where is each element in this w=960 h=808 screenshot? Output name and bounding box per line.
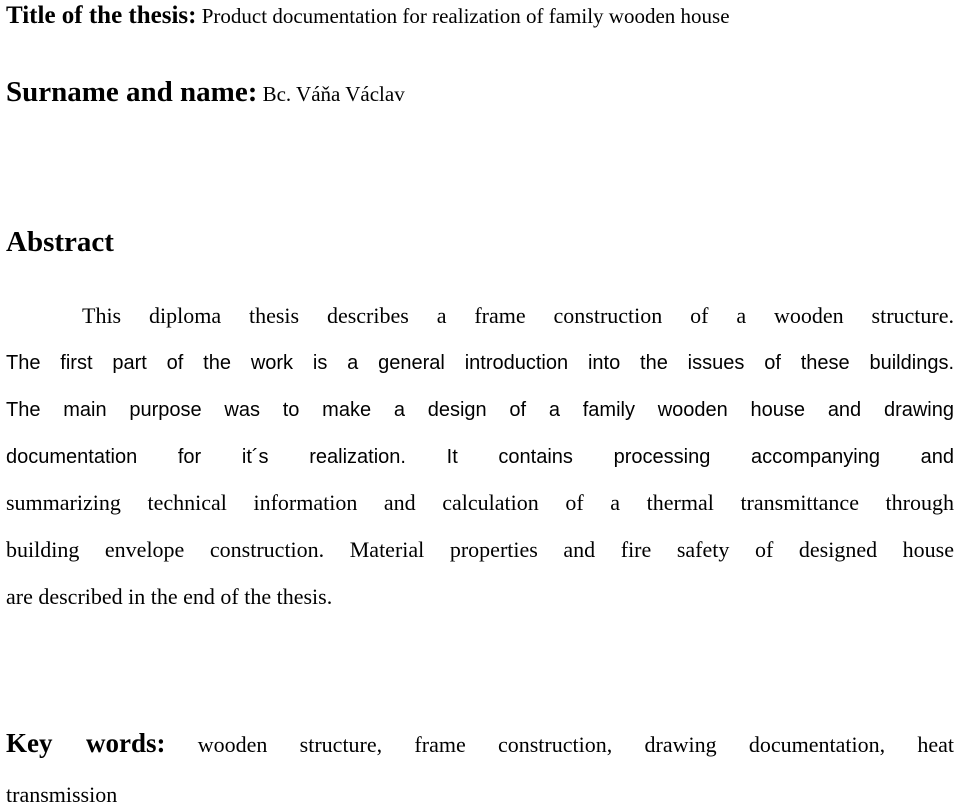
thesis-title-label: Title of the thesis: xyxy=(6,2,197,29)
abstract-line: building envelope construction. Material properties and fire safety of designed house xyxy=(6,537,954,562)
author-name-line xyxy=(6,76,405,109)
keywords-value-continued: transmission xyxy=(6,782,118,807)
abstract-line: summarizing technical information and calculation of a thermal transmittance through xyxy=(6,490,954,515)
thesis-title-line xyxy=(6,2,730,30)
author-name-label: Surname and name: xyxy=(6,76,258,108)
thesis-title-value: Product documentation for realization of family wooden house xyxy=(196,4,730,28)
abstract-heading: Abstract xyxy=(6,226,114,258)
author-name-value: Bc. Váňa Václav xyxy=(257,82,405,106)
abstract-line: This diploma thesis describes a frame construction of a wooden structure. xyxy=(82,303,954,328)
abstract-line: are described in the end of the thesis. xyxy=(6,584,333,609)
abstract-line: The first part of the work is a general introduction into the issues of these buildings. xyxy=(6,352,954,374)
keywords-label: Key words: xyxy=(6,728,166,758)
keywords-value: wooden structure, frame construction, drawing documentation, heat xyxy=(165,732,954,757)
abstract-line: documentation for it´s realization. It contains processing accompanying and xyxy=(6,446,954,468)
keywords-line xyxy=(6,728,954,759)
abstract-line: The main purpose was to make a design of a family wooden house and drawing xyxy=(6,399,954,421)
